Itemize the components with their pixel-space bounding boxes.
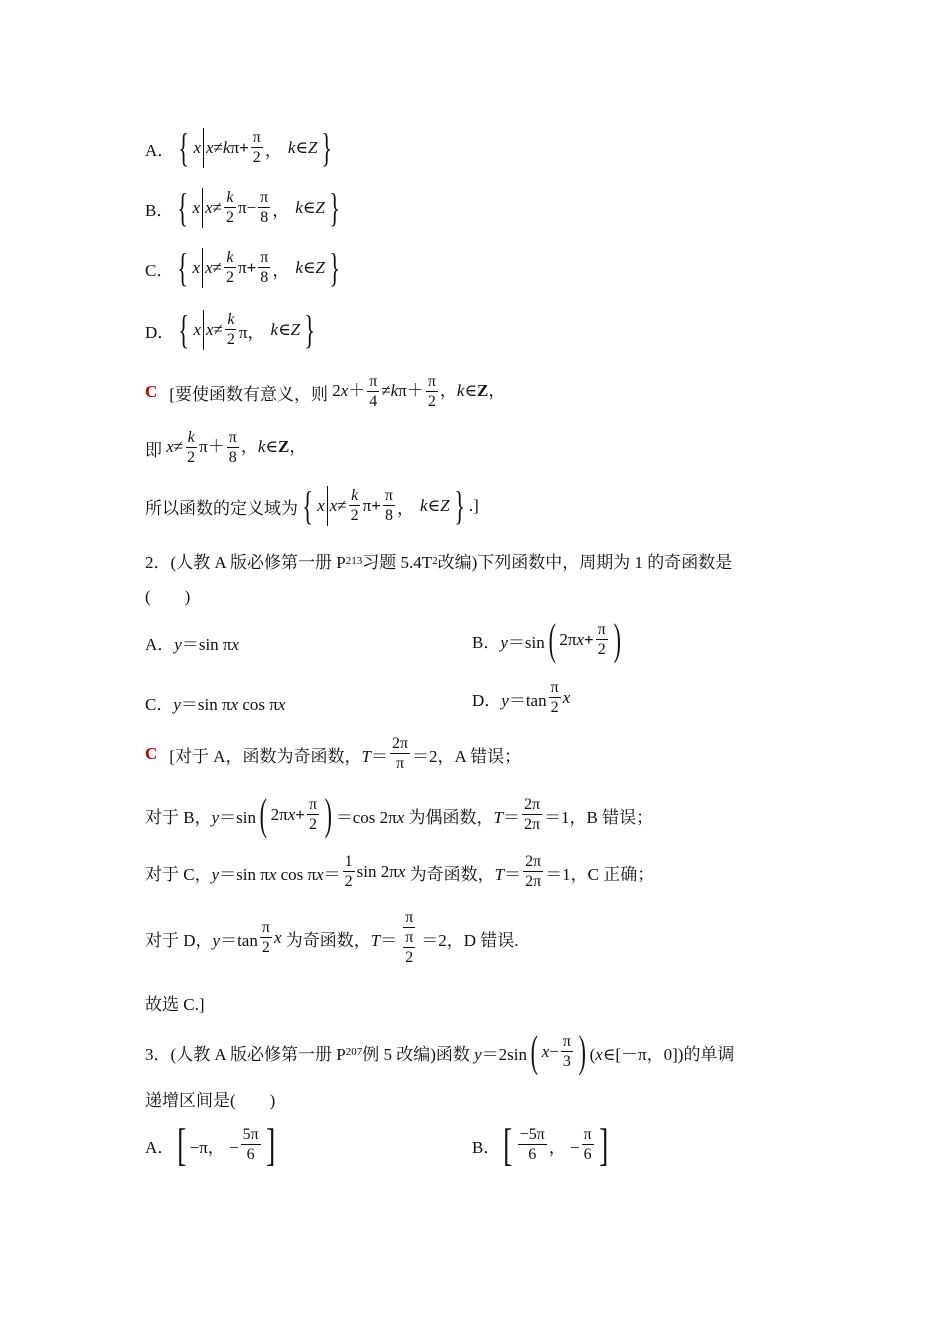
solution-text: 即 bbox=[145, 440, 162, 460]
q2-option-b[interactable]: B． y＝sin ( 2πx+ $\frac{\pi}{2}$ ) bbox=[472, 615, 621, 664]
q1-solution-line2: 即 x≠ $\frac{k}{2}$ π＋ $\frac{\pi}{8}$ ，k∈Z， bbox=[145, 429, 307, 466]
q3-stem: 3．(人教 A 版必修第一册 P 207 例 5 改编)函数 y＝2sin ( x − $\frac{\pi}{3}$ ) (x∈[－π，0]) 的单调 bbox=[145, 1027, 735, 1076]
q2-blank: ( ) bbox=[145, 587, 191, 606]
q1-option-b[interactable]: B． { x x ≠ $\frac{k}{2}$ π− $\frac{\pi}{8}$ ， k ∈ Z } bbox=[145, 185, 340, 230]
q2-option-d[interactable]: D． y＝tan $\frac{\pi}{2}$ x bbox=[472, 679, 571, 716]
solution-text: [要使函数有意义，则 bbox=[169, 384, 328, 404]
q1-option-c[interactable]: C． { x x ≠ $\frac{k}{2}$ π + $\frac{\pi}{8}$ ， k ∈ Z } bbox=[145, 245, 340, 290]
q1-solution-line3: 所以函数的定义域为 { x x ≠ $\frac{k}{2}$ π + $\frac{\pi}{8}$ ， k ∈ Z } .] bbox=[145, 483, 479, 528]
q1-solution-line1: C [要使函数有意义，则 2x＋ $\frac{\pi}{4}$ ≠kπ＋ $\frac{\pi}{2}$ ，k∈Z， bbox=[145, 373, 506, 410]
q2-solution-line3: 对于 C， y＝sin πx cos πx＝ $\frac{1}{2}$ sin 2πx 为奇函数， T＝ $\frac{2\pi}{2\pi}$ ＝1 ，C 正确； bbox=[145, 853, 655, 890]
q2-stem: 2．(人教 A 版必修第一册 P 213 习题 5.4T 2 改编)下列函数中，周期为 1 的奇函数是 bbox=[145, 553, 733, 572]
option-label: B． bbox=[145, 200, 174, 220]
q2-solution-line1: C [对于 A，函数为奇函数， T＝ $\frac{2\pi}{\pi}$ ＝2 ，A 错误； bbox=[145, 735, 522, 772]
q2-solution-line5: 故选 C.] bbox=[145, 995, 205, 1014]
q2-option-c[interactable]: C． y＝sin πx cos πx bbox=[145, 695, 286, 714]
q3-option-a[interactable]: A． [ −π， − $\frac{5\pi}{6}$ ] bbox=[145, 1119, 275, 1170]
q2-solution-line4: 对于 D， y＝tan $\frac{\pi}{2}$ x 为奇函数， T＝ $\frac{\pi}{\frac{\pi}{2}}$ ＝2 ，D 错误. bbox=[145, 909, 519, 966]
q1-option-a[interactable]: A． { x x ≠ k π + $\frac{\pi}{2}$ ， k ∈ Z } bbox=[145, 125, 333, 170]
answer-letter: C bbox=[145, 382, 158, 401]
answer-letter: C bbox=[145, 744, 158, 763]
solution-text: 所以函数的定义域为 bbox=[145, 498, 298, 518]
q1-option-d[interactable]: D． { x x ≠ $\frac{k}{2}$ π， k ∈ Z } bbox=[145, 307, 316, 352]
option-label: C． bbox=[145, 260, 174, 280]
q3-option-b[interactable]: B． [ $\frac{-5\pi}{6}$ ， − $\frac{\pi}{6}$ ] bbox=[472, 1119, 608, 1170]
q3-stem-line2: 递增区间是( ) bbox=[145, 1091, 276, 1110]
q2-option-a[interactable]: A． y＝sin πx bbox=[145, 635, 240, 654]
q2-solution-line2: 对于 B， y＝sin ( 2πx+ $\frac{\pi}{2}$ ) ＝cos 2πx 为偶函数， T＝ $\frac{2\pi}{2\pi}$ ＝1 ，B 错误； bbox=[145, 790, 654, 839]
option-label: A． bbox=[145, 140, 175, 160]
option-label: D． bbox=[145, 322, 175, 342]
